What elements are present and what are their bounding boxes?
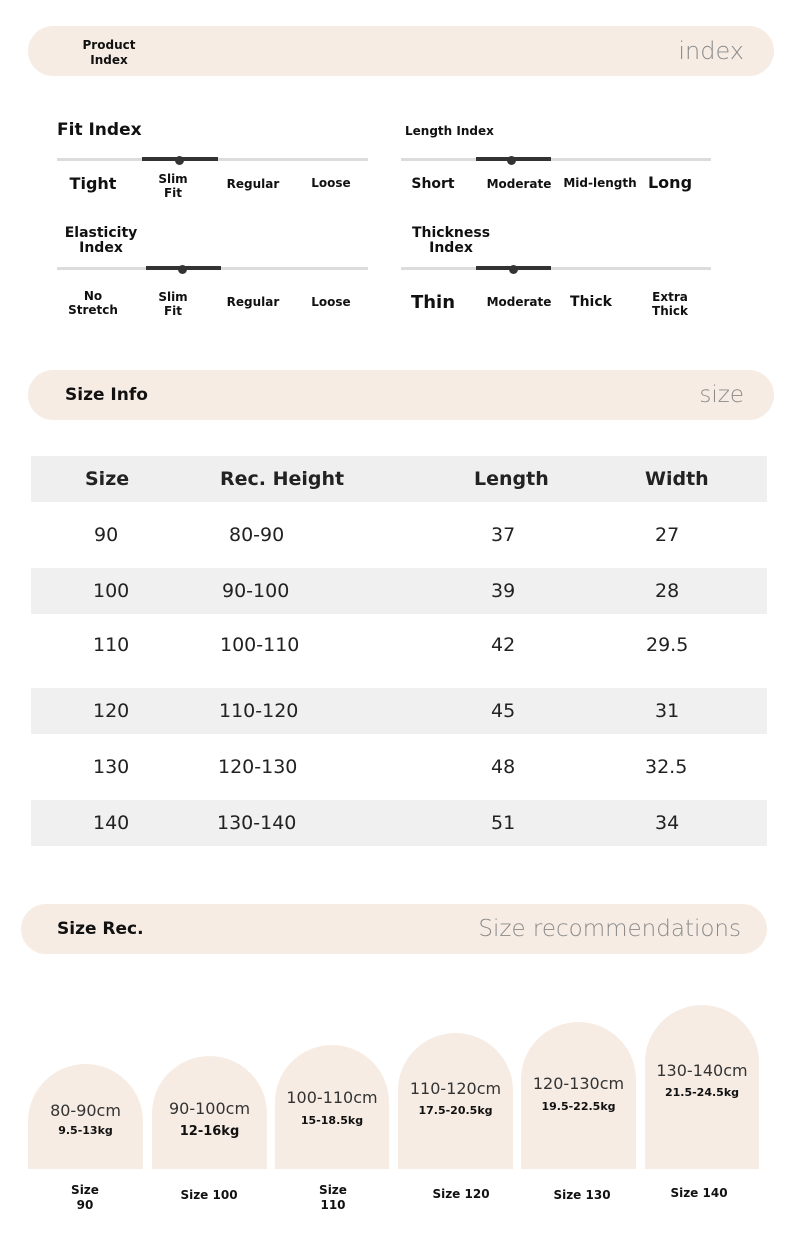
- fit-index-knob: [175, 156, 184, 165]
- cell-width: 27: [655, 524, 680, 546]
- cell-length: 51: [491, 812, 516, 834]
- cell-height: 110-120: [219, 700, 299, 722]
- height-range: 80-90cm: [50, 1101, 121, 1120]
- cell-size: 140: [93, 812, 130, 834]
- elasticity-index-title: Elasticity Index: [64, 225, 138, 256]
- height-range: 120-130cm: [532, 1074, 625, 1093]
- length-index-title: Length Index: [405, 124, 494, 138]
- weight-range: 15-18.5kg: [300, 1114, 364, 1127]
- elasticity-label-0: No Stretch: [68, 289, 118, 317]
- cell-length: 37: [491, 524, 516, 546]
- size-info-title: Size Info: [65, 385, 148, 405]
- size-info-subtitle: size: [699, 382, 744, 408]
- size-rec-subtitle: Size recommendations: [478, 916, 741, 942]
- length-index-track: [401, 158, 711, 161]
- size-caption: Size 100: [180, 1188, 238, 1202]
- height-range: 100-110cm: [286, 1088, 378, 1107]
- product-index-title: Product Index: [82, 38, 136, 67]
- size-rec-card: [275, 1045, 389, 1169]
- fit-label-3: Loose: [311, 176, 351, 190]
- thickness-label-0: Thin: [410, 292, 456, 313]
- cell-height: 80-90: [229, 524, 285, 546]
- length-index-knob: [507, 156, 516, 165]
- size-rec-title: Size Rec.: [57, 919, 144, 939]
- elasticity-index-track: [57, 267, 368, 270]
- cell-height: 100-110: [220, 634, 300, 656]
- cell-length: 39: [491, 580, 516, 602]
- fit-label-2: Regular: [226, 177, 280, 191]
- table-row: [31, 800, 767, 846]
- weight-range: 19.5-22.5kg: [541, 1100, 616, 1113]
- fit-label-0: Tight: [69, 174, 117, 193]
- length-label-0: Short: [411, 176, 455, 192]
- col-header-size: Size: [85, 468, 130, 490]
- size-caption: Size 120: [432, 1187, 490, 1201]
- cell-width: 28: [655, 580, 680, 602]
- table-row: [31, 614, 767, 688]
- size-caption: Size 110: [319, 1183, 347, 1212]
- weight-range: 21.5-24.5kg: [664, 1086, 740, 1099]
- cell-width: 29.5: [646, 634, 689, 656]
- elasticity-label-3: Loose: [311, 295, 351, 309]
- col-header-rec-height: Rec. Height: [220, 468, 345, 490]
- thickness-index-title: Thickness Index: [411, 225, 491, 256]
- fit-label-1: Slim Fit: [158, 172, 188, 200]
- size-table: [31, 456, 767, 846]
- cell-width: 34: [655, 812, 680, 834]
- cell-size: 90: [94, 524, 119, 546]
- cell-size: 110: [93, 634, 130, 656]
- size-rec-card: [398, 1033, 513, 1169]
- cell-size: 100: [93, 580, 130, 602]
- elasticity-index-knob: [178, 265, 187, 274]
- weight-range: 17.5-20.5kg: [418, 1104, 493, 1117]
- cell-length: 45: [491, 700, 516, 722]
- thickness-label-3: Extra Thick: [652, 290, 688, 318]
- size-rec-card: [645, 1005, 759, 1169]
- height-range: 90-100cm: [168, 1099, 251, 1118]
- length-label-1: Moderate: [486, 177, 552, 191]
- height-range: 110-120cm: [409, 1079, 502, 1098]
- cell-size: 120: [93, 700, 130, 722]
- elasticity-label-1: Slim Fit: [158, 290, 188, 318]
- thickness-index-knob: [509, 265, 518, 274]
- size-caption: Size 130: [553, 1188, 611, 1202]
- height-range: 130-140cm: [656, 1061, 748, 1080]
- table-row: [31, 688, 767, 734]
- col-header-width: Width: [645, 468, 709, 490]
- cell-size: 130: [93, 756, 130, 778]
- thickness-label-2: Thick: [570, 294, 612, 310]
- cell-height: 90-100: [222, 580, 290, 602]
- cell-width: 31: [655, 700, 680, 722]
- cell-length: 48: [491, 756, 516, 778]
- table-row: [31, 502, 767, 568]
- size-rec-card: [521, 1022, 636, 1169]
- fit-index-title: Fit Index: [57, 120, 142, 140]
- col-header-length: Length: [474, 468, 549, 490]
- product-index-banner: [28, 26, 774, 76]
- cell-length: 42: [491, 634, 516, 656]
- size-caption: Size 90: [71, 1183, 99, 1212]
- size-rec-banner: [21, 904, 767, 954]
- weight-range: 12-16kg: [179, 1124, 240, 1139]
- cell-height: 120-130: [218, 756, 298, 778]
- length-label-3: Long: [647, 173, 693, 192]
- thickness-label-1: Moderate: [486, 295, 552, 309]
- size-caption: Size 140: [670, 1186, 728, 1200]
- length-label-2: Mid-length: [563, 176, 637, 190]
- table-row: [31, 734, 767, 800]
- size-rec-card: [28, 1064, 143, 1169]
- cell-height: 130-140: [217, 812, 297, 834]
- size-table-header: [31, 456, 767, 502]
- weight-range: 9.5-13kg: [58, 1124, 113, 1137]
- table-row: [31, 568, 767, 614]
- thickness-index-track: [401, 267, 711, 270]
- size-info-banner: [28, 370, 774, 420]
- product-index-subtitle: index: [678, 37, 744, 65]
- size-rec-card: [152, 1056, 267, 1169]
- fit-index-track: [57, 158, 368, 161]
- elasticity-label-2: Regular: [226, 295, 280, 309]
- cell-width: 32.5: [645, 756, 688, 778]
